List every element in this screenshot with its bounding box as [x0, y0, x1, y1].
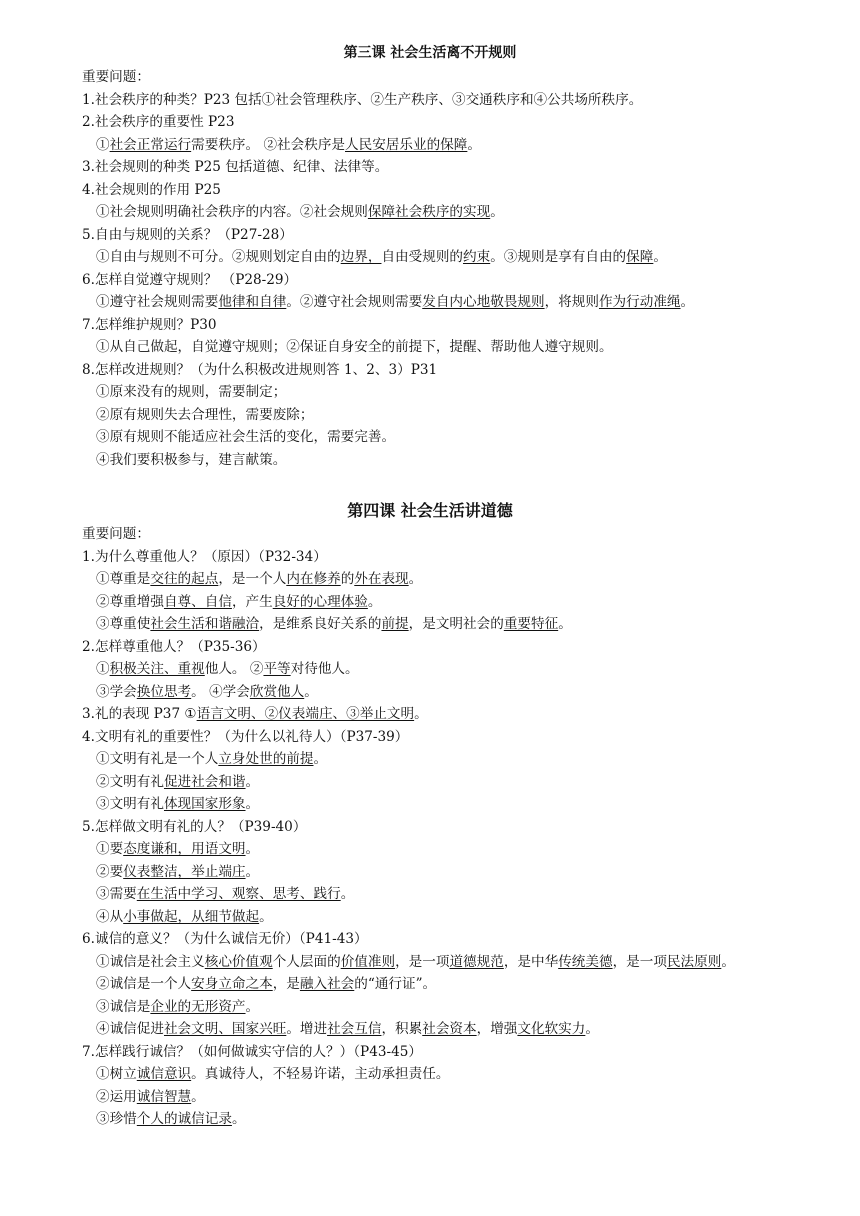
text-segment: 5.怎样做文明有礼的人？（P39-40） — [82, 818, 307, 835]
text-segment: ②运用 — [96, 1088, 137, 1105]
lesson4-title: 第四课 社会生活讲道德 — [347, 501, 513, 520]
text-line — [82, 996, 842, 1019]
text-segment: ①从自己做起，自觉遵守规则；②保证自身安全的前提下，提醒、帮助他人遵守规则。 — [96, 339, 613, 355]
text-line — [82, 973, 842, 996]
text-line — [82, 449, 842, 472]
text-line — [82, 336, 842, 359]
underlined-key-phrase: 促进社会和谐 — [163, 773, 246, 790]
text-segment: ，是一项 — [612, 953, 667, 970]
text-segment: ，是维系良好关系的 — [259, 616, 382, 632]
text-segment: 。 — [245, 863, 260, 880]
text-segment: 。 ④学会 — [191, 683, 250, 700]
text-line — [82, 269, 842, 292]
text-segment: 。 — [721, 953, 735, 970]
text-segment: 自由受规则的 — [381, 249, 464, 265]
underlined-key-phrase: 保障 — [626, 249, 654, 265]
underlined-key-phrase: 良好的心理体验 — [272, 593, 368, 610]
text-segment: 2.社会秩序的重要性 P23 — [82, 114, 235, 130]
text-segment: ③尊重使 — [96, 616, 151, 632]
text-segment: 。真诚待人，不轻易许诺，主动承担责任。 — [191, 1066, 450, 1082]
text-segment: ① — [96, 661, 110, 677]
text-segment: ，是中华 — [503, 953, 559, 970]
text-line — [82, 568, 842, 591]
text-line — [82, 1063, 842, 1086]
underlined-key-phrase: 边界， — [340, 249, 382, 265]
lesson3-content — [82, 66, 842, 471]
underlined-key-phrase: 体现国家形象 — [163, 796, 246, 812]
text-segment: 重要问题： — [82, 69, 150, 85]
text-segment: ①要 — [96, 841, 124, 857]
underlined-key-phrase: 态度谦和，用语文明 — [123, 841, 246, 857]
text-segment: ①自由与规则不可分。②规则划定自由的 — [96, 249, 341, 265]
text-line — [82, 771, 842, 794]
underlined-key-phrase: 语言文明、②仪表端庄、③举止文明 — [196, 706, 415, 722]
text-segment: 的“通行证”。 — [354, 976, 437, 992]
text-line — [82, 703, 842, 726]
text-segment: ，是一个人 — [218, 571, 287, 587]
text-segment: 8.怎样改进规则？（为什么积极改进规则答 1、2、3）P31 — [82, 361, 438, 378]
underlined-key-phrase: 融入社会 — [299, 976, 355, 992]
text-segment: 7.怎样践行诚信？（如何做诚实守信的人？）（P43-45） — [82, 1043, 422, 1060]
text-segment: 。 — [245, 796, 260, 812]
text-line — [82, 883, 842, 906]
underlined-key-phrase: 社会互信 — [327, 1021, 382, 1037]
underlined-key-phrase: 仪表整洁，举止端庄 — [123, 863, 246, 880]
text-line — [82, 381, 842, 404]
text-segment: ，是文明社会的 — [408, 616, 504, 632]
underlined-key-phrase: 平等 — [263, 661, 291, 677]
text-segment: 1.为什么尊重他人？（原因）（P32-34） — [82, 548, 327, 565]
underlined-key-phrase: 约束 — [463, 249, 491, 265]
text-segment: ①原来没有的规则，需要制定； — [96, 384, 287, 400]
text-line — [82, 426, 842, 449]
text-segment: 4.社会规则的作用 P25 — [82, 181, 221, 198]
text-segment: 。 — [653, 249, 667, 265]
underlined-key-phrase: 外在表现 — [354, 571, 409, 587]
text-segment: 。 — [245, 998, 260, 1015]
underlined-key-phrase: 社会正常运行 — [109, 136, 192, 153]
text-line — [82, 928, 842, 951]
text-segment: ①尊重是 — [96, 571, 151, 587]
underlined-key-phrase: 个人的诚信记录 — [136, 1111, 232, 1127]
text-segment: 6.怎样自觉遵守规则？ （P28-29） — [82, 271, 298, 288]
text-segment: ③珍惜 — [96, 1111, 137, 1127]
text-segment: ④诚信促进 — [96, 1021, 164, 1037]
lesson3-title: 第三课 社会生活离不开规则 — [343, 45, 517, 61]
text-segment: ，增强 — [476, 1021, 518, 1037]
text-line — [82, 314, 842, 337]
underlined-key-phrase: 人民安居乐业的保障 — [345, 136, 468, 153]
text-segment: 。 — [259, 908, 273, 925]
text-segment: ①文明有礼是一个人 — [96, 751, 219, 767]
underlined-key-phrase: 立身处世的前提 — [218, 751, 314, 767]
text-line — [82, 861, 842, 884]
text-line — [82, 748, 842, 771]
text-segment: 4.文明有礼的重要性？（为什么以礼待人）（P37-39） — [82, 728, 409, 745]
underlined-key-phrase: 前提 — [381, 616, 409, 632]
text-segment: 。 — [408, 571, 423, 587]
text-line — [82, 658, 842, 681]
text-segment: 2.怎样尊重他人？（P35-36） — [82, 638, 266, 655]
text-segment: 5.自由与规则的关系？（P27-28） — [82, 226, 293, 243]
underlined-key-phrase: 安身立命之本 — [191, 976, 273, 992]
underlined-key-phrase: 企业的无形资产 — [150, 998, 246, 1015]
text-segment: 。 — [367, 593, 382, 610]
text-segment: 3.礼的表现 P37 ① — [82, 706, 197, 722]
text-line — [82, 224, 842, 247]
text-line — [82, 613, 842, 636]
underlined-key-phrase: 发自内心地敬畏规则 — [422, 294, 545, 310]
text-segment: ，将规则 — [544, 294, 599, 310]
text-segment: 。增进 — [286, 1021, 328, 1037]
text-segment: 的 — [340, 571, 355, 587]
text-segment: ③文明有礼 — [96, 796, 164, 812]
text-line — [82, 134, 842, 157]
text-segment: 。 — [414, 706, 428, 722]
underlined-key-phrase: 核心价值观 — [204, 953, 273, 970]
text-line — [82, 793, 842, 816]
text-segment: 。 — [490, 204, 504, 220]
underlined-key-phrase: 作为行动准绳 — [598, 294, 681, 310]
underlined-key-phrase: 换位思考 — [136, 683, 192, 700]
text-segment: 重要问题： — [82, 526, 150, 542]
text-segment: 。 — [191, 1088, 205, 1105]
text-line — [82, 1018, 842, 1041]
text-segment: ，积累 — [381, 1021, 423, 1037]
text-line — [82, 636, 842, 659]
underlined-key-phrase: 小事做起，从细节做起 — [123, 908, 260, 925]
underlined-key-phrase: 自尊、自信 — [163, 593, 232, 610]
text-segment: 。③规则是享有自由的 — [490, 249, 627, 265]
text-segment: ① — [96, 136, 110, 153]
text-segment: ③学会 — [96, 683, 137, 700]
underlined-key-phrase: 重要特征 — [503, 616, 559, 632]
underlined-key-phrase: 价值准则 — [340, 953, 396, 970]
underlined-key-phrase: 内在修养 — [286, 571, 341, 587]
text-line — [82, 89, 842, 112]
text-segment: ②文明有礼 — [96, 773, 164, 790]
text-line — [82, 816, 842, 839]
text-segment: 对待他人。 — [290, 661, 359, 677]
text-segment: 。 — [467, 136, 481, 153]
text-segment: ①诚信是社会主义 — [96, 953, 205, 970]
underlined-key-phrase: 在生活中学习、观察、思考、践行 — [136, 886, 341, 902]
underlined-key-phrase: 社会资本 — [422, 1021, 477, 1037]
text-line — [82, 359, 842, 382]
text-line — [82, 1041, 842, 1064]
underlined-key-phrase: 社会生活和谐融洽 — [150, 616, 260, 632]
text-segment: 1.社会秩序的种类？P23 包括①社会管理秩序、②生产秩序、③交通秩序和④公共场所秩序。 — [82, 91, 643, 108]
underlined-key-phrase: 道德规范 — [449, 953, 504, 970]
text-segment: ②要 — [96, 863, 124, 880]
text-segment: 个人层面的 — [272, 953, 341, 970]
text-line — [82, 111, 842, 134]
underlined-key-phrase: 社会文明、国家兴旺 — [163, 1021, 287, 1037]
text-segment: ①树立 — [96, 1066, 137, 1082]
underlined-key-phrase: 保障社会秩序的实现 — [367, 204, 491, 220]
underlined-key-phrase: 他律和自律 — [218, 294, 287, 310]
text-segment: 。 — [245, 841, 260, 857]
text-segment: ③原有规则不能适应社会生活的变化，需要完善。 — [96, 429, 396, 445]
text-segment: ②诚信是一个人 — [96, 976, 192, 992]
text-line — [82, 591, 842, 614]
text-segment: 7.怎样维护规则？P30 — [82, 316, 217, 333]
text-segment: 3.社会规则的种类 P25 包括道德、纪律、法律等。 — [82, 159, 389, 175]
text-segment: ③需要 — [96, 886, 137, 902]
text-segment: 。 — [558, 616, 572, 632]
underlined-key-phrase: 欣赏他人 — [249, 683, 305, 700]
text-segment: 。 — [231, 1111, 246, 1127]
text-segment: ②原有规则失去合理性，需要废除； — [96, 406, 314, 423]
text-line — [82, 179, 842, 202]
text-line — [82, 1108, 842, 1131]
underlined-key-phrase: 诚信智慧 — [136, 1088, 192, 1105]
underlined-key-phrase: 诚信意识 — [136, 1066, 192, 1082]
text-line — [82, 156, 842, 179]
underlined-key-phrase: 积极关注、重视 — [109, 661, 205, 677]
text-line — [82, 404, 842, 427]
text-line — [82, 726, 842, 749]
text-segment: ，是 — [272, 976, 300, 992]
text-segment: ①遵守社会规则需要 — [96, 294, 219, 310]
text-segment: ④我们要积极参与，建言献策。 — [96, 451, 287, 468]
underlined-key-phrase: 交往的起点 — [150, 571, 219, 587]
text-segment: 6.诚信的意义？（为什么诚信无价）（P41-43） — [82, 931, 368, 947]
text-segment: ②尊重增强 — [96, 593, 164, 610]
text-line — [82, 546, 842, 569]
text-segment: 。 — [245, 773, 260, 790]
text-segment: ，是一项 — [395, 953, 450, 970]
text-line — [82, 951, 842, 974]
underlined-key-phrase: 传统美德 — [558, 953, 613, 970]
underlined-key-phrase: 民法原则 — [666, 953, 722, 970]
text-line — [82, 66, 842, 89]
text-segment: 。 — [340, 886, 355, 902]
text-line — [82, 246, 842, 269]
text-segment: ，产生 — [231, 593, 273, 610]
text-segment: 。 — [313, 751, 328, 767]
text-segment: 需要秩序。 ②社会秩序是 — [191, 136, 346, 153]
text-segment: ④从 — [96, 908, 124, 925]
text-line — [82, 906, 842, 929]
lesson4-content — [82, 523, 842, 1131]
text-segment: 。 — [304, 683, 318, 700]
text-line — [82, 291, 842, 314]
text-segment: 。②遵守社会规则需要 — [286, 294, 423, 310]
text-segment: ③诚信是 — [96, 998, 151, 1015]
text-segment: 。 — [585, 1021, 599, 1037]
text-segment: 。 — [680, 294, 695, 310]
text-segment: ①社会规则明确社会秩序的内容。②社会规则 — [96, 204, 368, 220]
text-segment: 他人。 ② — [204, 661, 264, 677]
underlined-key-phrase: 文化软实力 — [517, 1021, 586, 1037]
text-line — [82, 838, 842, 861]
text-line — [82, 1086, 842, 1109]
text-line — [82, 681, 842, 704]
text-line — [82, 201, 842, 224]
text-line — [82, 523, 842, 546]
